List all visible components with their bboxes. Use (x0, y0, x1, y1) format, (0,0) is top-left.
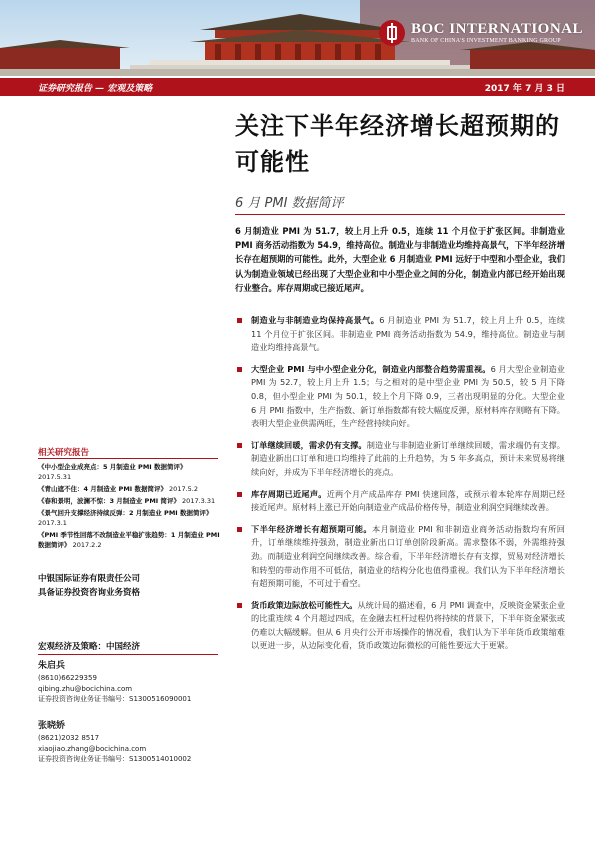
related-report-item[interactable] (38, 462, 228, 482)
report-subtitle: 6 月 PMI 数据简评 (235, 196, 344, 211)
report-date: 2017 年 7 月 3 日 (484, 84, 565, 94)
analyst-name: 张晓娇 (38, 721, 66, 731)
bullet-item (235, 488, 565, 515)
report-link-date: 2017.3.1 (38, 519, 67, 527)
report-type: 证券研究报告 — 宏观及策略 (38, 84, 153, 94)
report-link-title[interactable]: 《春和景明，波澜不惊：3 月制造业 PMI 简评》 (38, 497, 180, 505)
report-type-bar (0, 78, 595, 96)
bullet-list (235, 314, 565, 661)
company-info (38, 572, 140, 600)
related-report-item[interactable] (38, 530, 228, 550)
bullet-body: 近两个月产成品库存 PMI 快速回落，或预示着本轮库存周期已经接近尾声。原材料上涨已开始向制造业产成品价格传导，制造业利润空间继续改善。 (251, 488, 565, 513)
bullet-head: 订单继续回暖，需求仍有支撑。 (251, 439, 367, 450)
report-link-title[interactable]: 《景气回升支撑经济持续反弹：2 月制造业 PMI 数据简评》 (38, 509, 213, 517)
related-divider (38, 458, 218, 459)
bullet-item (235, 439, 565, 480)
analyst-card (38, 660, 228, 705)
bullet-square-icon (237, 527, 242, 532)
bullet-square-icon (237, 318, 242, 323)
bullet-body: 本月制造业 PMI 和非制造业商务活动指数均有所回升，订单继续维持强劲，制造业新出口订单创阶段新高。需求整体不弱，外需维持强劲。而制造业利润空间继续改善。综合看，下半年经济增长存有支撑，贸易对经济增长和转型的带动作用不可低估，制造业的结构分化也值得重视。我们认为下半年经济增长有超预期可能，不可过于看空。 (251, 523, 565, 589)
bullet-head: 货币政策边际放松可能性大。 (251, 599, 358, 610)
analyst-phone: (8610)66229359 (38, 674, 97, 682)
bullet-head: 大型企业 PMI 与中小型企业分化，制造业内部整合趋势需重视。 (251, 363, 491, 374)
summary-paragraph: 6 月制造业 PMI 为 51.7，较上月上升 0.5，连续 11 个月位于扩张区间。非制造业 PMI 商务活动指数为 54.9，维持高位。制造业与非制造业均维持高景气，下半年经济增长存在超预期的可能性。此外，大型企业 6 月制造业 PMI 远好于中型和小型企业，我们认为制造业领域已经出现了大型企业和中小型企业之间的分化，制造业内部已经开始出现行业整合。库存周期或已接近尾声。 (235, 226, 565, 293)
bullet-square-icon (237, 492, 242, 497)
report-link-title[interactable]: 《青山遮不住：4 月制造业 PMI 数据简评》 (38, 485, 167, 493)
report-link-title[interactable]: 《PMI 季节性回落不改制造业平稳扩张趋势：1 月制造业 PMI 数据简评》 (38, 531, 220, 549)
related-reports-heading: 相关研究报告 (38, 448, 90, 458)
strategy-label: 宏观经济及策略：中国经济 (38, 642, 141, 652)
bullet-head: 制造业与非制造业均保持高景气。 (251, 315, 380, 325)
bullet-item (235, 314, 565, 355)
company-qualification: 具备证券投资咨询业务资格 (38, 588, 141, 598)
bullet-square-icon (237, 367, 242, 372)
company-name: 中银国际证券有限责任公司 (38, 574, 141, 584)
bullet-item (235, 523, 565, 591)
related-reports-list (38, 462, 228, 552)
logo-main-text: BOC INTERNATIONAL (411, 21, 583, 37)
analyst-card (38, 720, 228, 765)
strategy-divider (38, 654, 218, 655)
bullet-head: 库存周期已近尾声。 (251, 488, 327, 499)
bullet-square-icon (237, 603, 242, 608)
boc-logo (379, 20, 583, 46)
bullet-body: 6 月制造业 PMI 为 51.7，较上月上升 0.5，连续 11 个月位于扩张区间。非制造业 PMI 商务活动指数为 54.9，维持高位。制造业与制造业均维持高景气。 (251, 315, 565, 353)
boc-emblem-icon (379, 20, 405, 46)
bullet-item (235, 599, 565, 653)
bullet-body: 制造业与非制造业新订单继续回暖，需求端仍有支撑。制造业新出口订单和进口均维持了此前的上升趋势，为 5 年多高点，预计未来贸易将继续向好，并成为下半年经济增长的亮点。 (251, 439, 565, 477)
report-link-date: 2017.2.2 (72, 541, 102, 549)
report-link-date: 2017.5.31 (38, 473, 72, 481)
report-link-date: 2017.5.2 (169, 485, 198, 493)
related-report-item[interactable] (38, 508, 228, 528)
related-report-item[interactable] (38, 484, 228, 494)
bullet-head: 下半年经济增长有超预期可能。 (251, 523, 373, 534)
analyst-cert: 证券投资咨询业务证书编号：S1300516090001 (38, 695, 192, 703)
header-banner (0, 0, 595, 76)
bullet-body: 6 月大型企业制造业 PMI 为 52.7，较上月上升 1.5；与之相对的是中型企业 PMI 为 50.5，较 5 月下降 0.8，但小型企业 PMI 为 50.1，较上个月下降 0.9，三者出现明显的分化。大型企业 6 月 PMI 指数中，生产指数、新订单指数都有较大幅度反弹，原材料库存则略有下降。表明大型企业供需两旺，生产经营持续向好。 (251, 363, 565, 429)
report-link-date: 2017.3.31 (182, 497, 216, 505)
bullet-item (235, 363, 565, 431)
analyst-name: 朱启兵 (38, 661, 66, 671)
logo-sub-text: BANK OF CHINA'S INVESTMENT BANKING GROUP (411, 38, 561, 44)
analyst-cert: 证券投资咨询业务证书编号：S1300514010002 (38, 755, 192, 763)
analyst-email[interactable]: qibing.zhu@bocichina.com (38, 684, 133, 693)
analyst-email[interactable]: xiaojiao.zhang@bocichina.com (38, 744, 147, 753)
report-title: 关注下半年经济增长超预期的可能性 (235, 111, 560, 176)
analyst-phone: (8621)2032 8517 (38, 734, 100, 742)
title-divider (235, 214, 565, 215)
report-link-title[interactable]: 《中小型企业成亮点：5 月制造业 PMI 数据简评》 (38, 463, 187, 471)
bullet-body: 从统计局的描述看，6 月 PMI 调查中，反映资金紧张企业的比重连续 4 个月超过四成，在金融去杠杆过程仍将持续的背景下，下半年资金紧张或仍难以大幅缓解。但从 6 月央行公开市场操作的情况看，我们认为下半年货币政策缩难以更进一步，从边际变化看，货币政策边际微松的可能性要远大于更紧。 (251, 599, 566, 651)
bullet-square-icon (237, 443, 242, 448)
related-report-item[interactable] (38, 496, 228, 506)
